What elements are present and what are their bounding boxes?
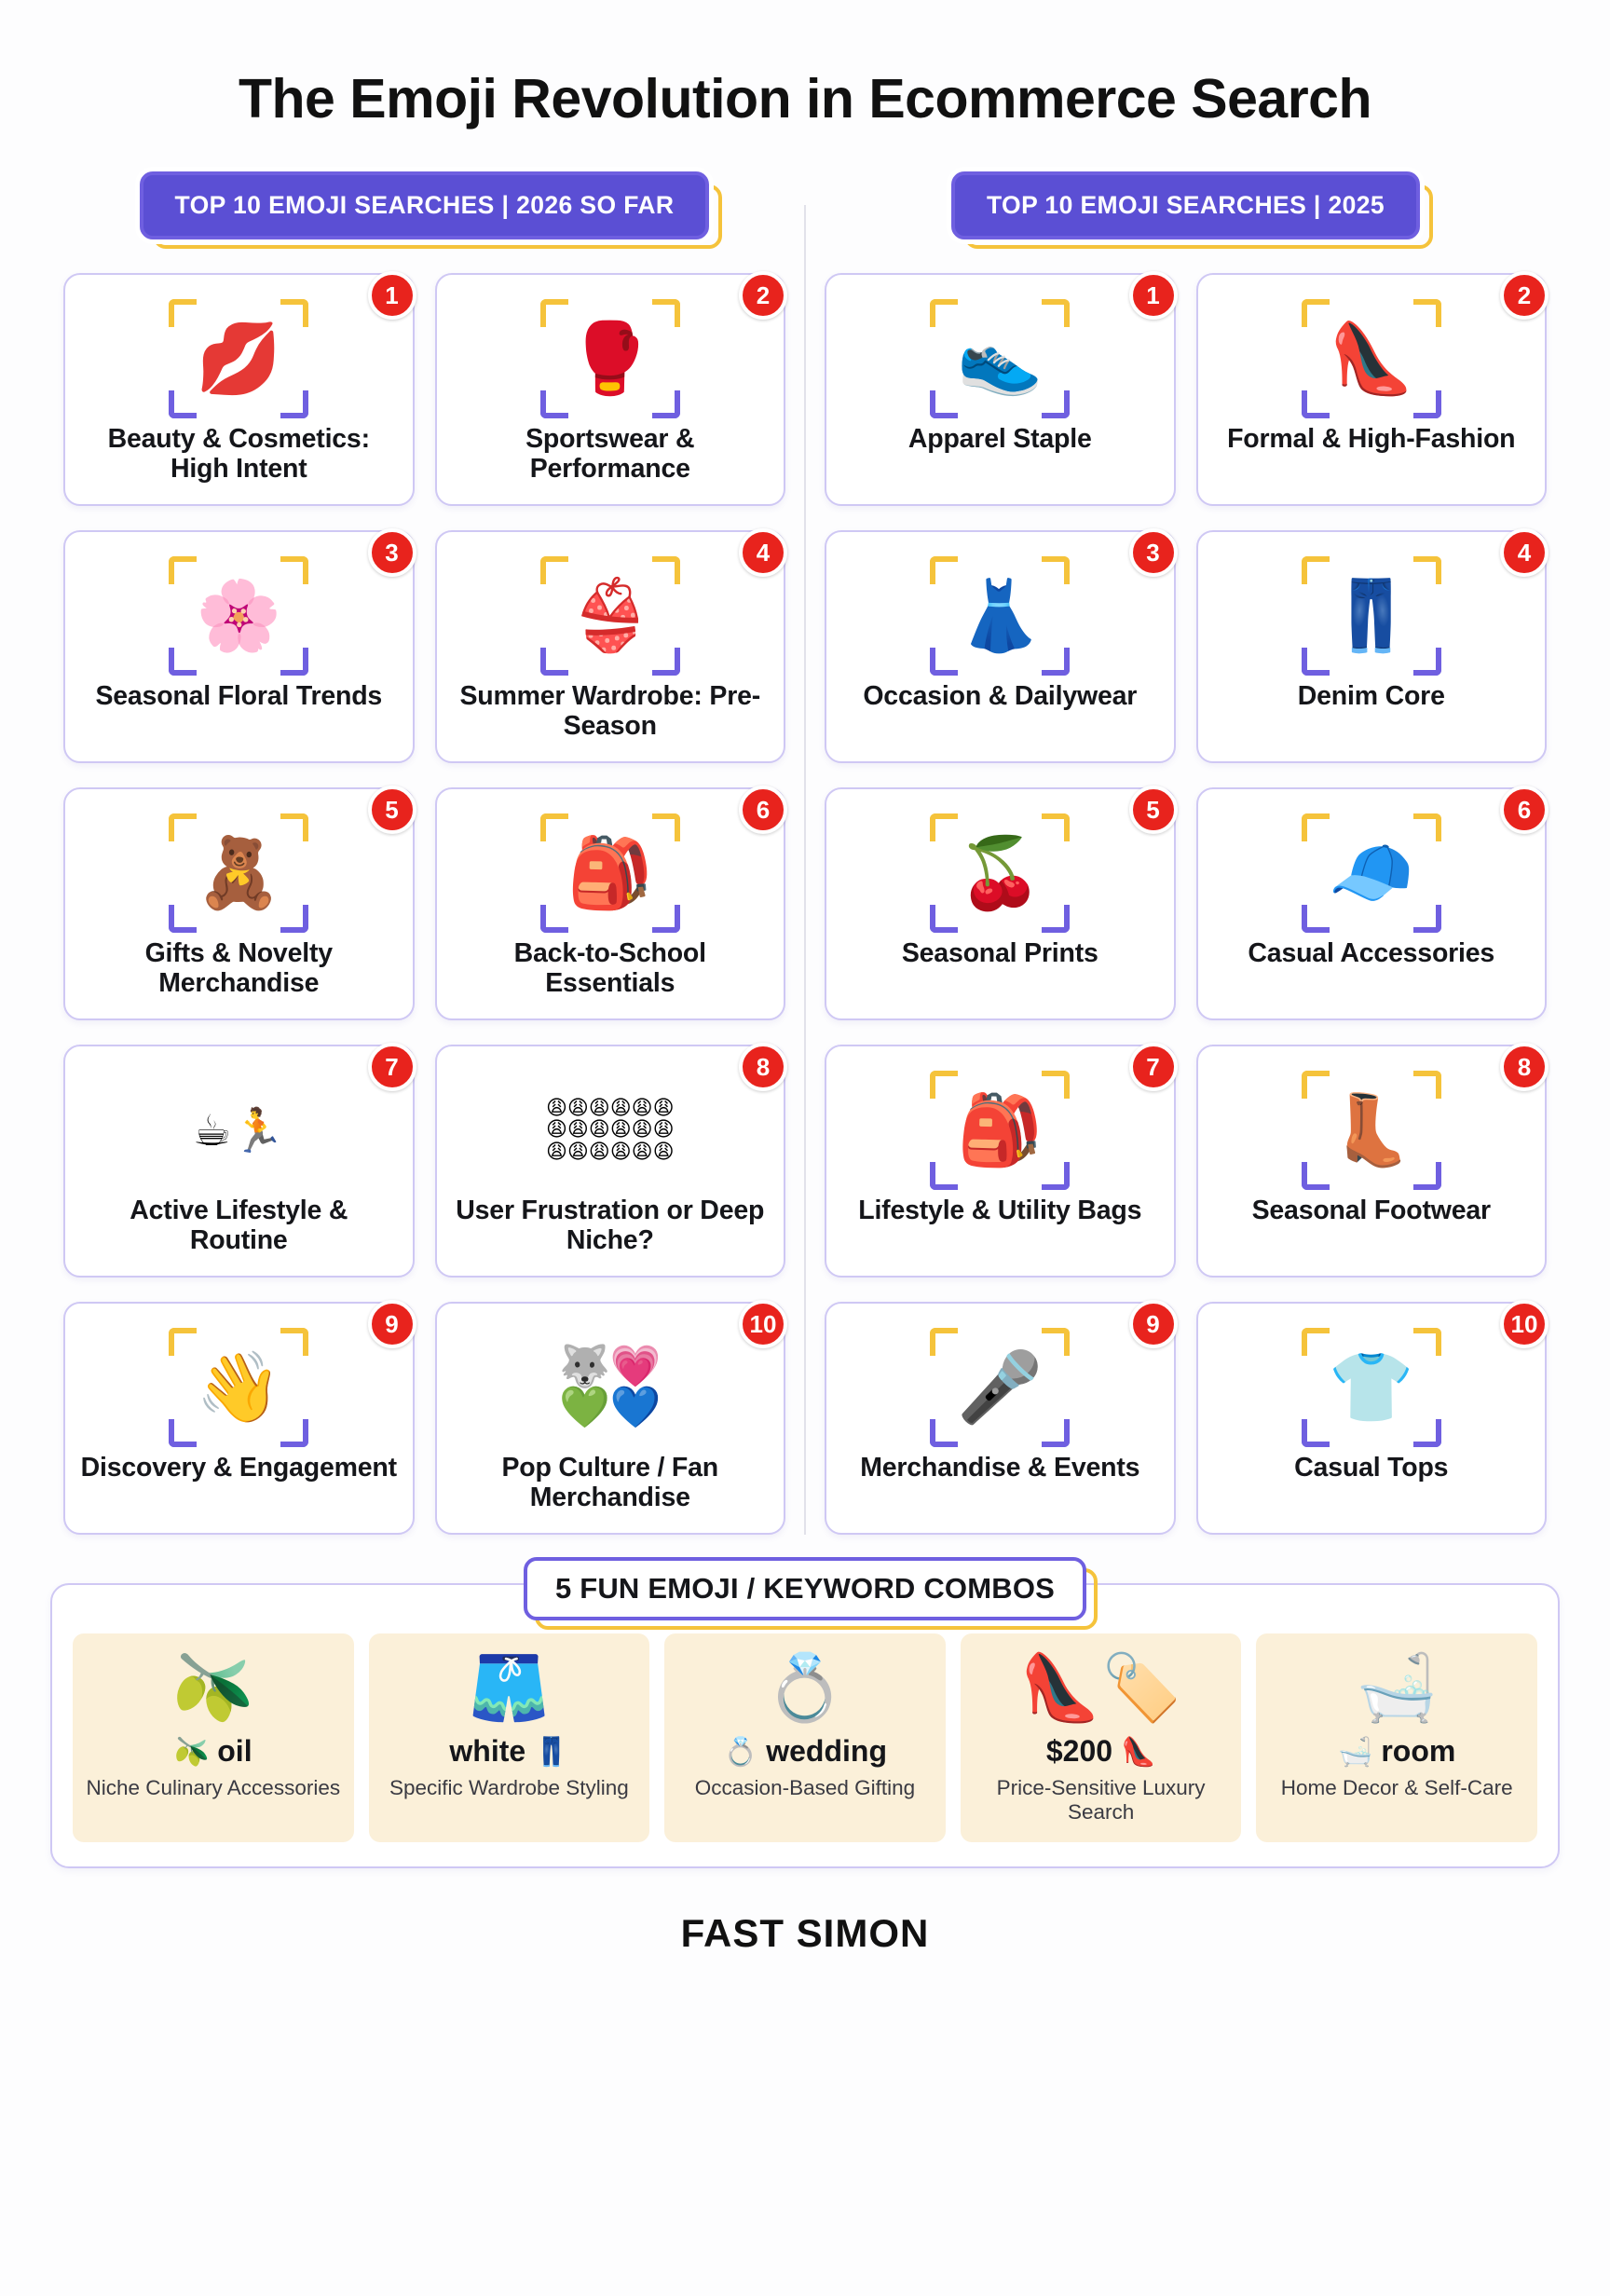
- rank-badge: 6: [1500, 786, 1549, 834]
- bracket-top-left: [540, 299, 568, 327]
- combo-keyword: room: [1381, 1733, 1456, 1768]
- bracket-bottom-right: [1042, 648, 1070, 676]
- emoji-frame: [930, 299, 1070, 418]
- card-label: Seasonal Footwear: [1251, 1196, 1491, 1225]
- emoji-frame: [930, 1328, 1070, 1447]
- emoji-frame: [540, 299, 680, 418]
- emoji-frame: [540, 1328, 680, 1447]
- bracket-bottom-left: [1302, 1162, 1330, 1190]
- rank-badge: 10: [739, 1300, 787, 1348]
- bracket-bottom-right: [1413, 1162, 1441, 1190]
- bikini-emoji: 👙: [566, 576, 653, 656]
- rank-badge: 5: [1129, 786, 1178, 834]
- bracket-top-right: [1042, 1071, 1070, 1099]
- emoji-frame: [930, 1071, 1070, 1190]
- card-label: Discovery & Engagement: [80, 1453, 397, 1483]
- bracket-bottom-right: [652, 390, 680, 418]
- tshirt-emoji: 👕: [1328, 1347, 1414, 1428]
- bracket-bottom-right: [280, 648, 308, 676]
- rank-badge: 7: [368, 1043, 416, 1091]
- bracket-top-right: [1413, 1328, 1441, 1356]
- rank-badge: 8: [739, 1043, 787, 1091]
- ring-inline-emoji: 💍: [722, 1735, 758, 1769]
- cherry-blossom-emoji: 🌸: [196, 576, 282, 656]
- shorts-emoji: 🩳: [468, 1649, 550, 1726]
- olive-inline-emoji: 🫒: [174, 1735, 210, 1769]
- bracket-top-left: [540, 556, 568, 584]
- combos-banner-wrap: [52, 1557, 1558, 1620]
- combo-term: [970, 1734, 1233, 1769]
- bracket-bottom-right: [280, 390, 308, 418]
- bracket-bottom-left: [540, 648, 568, 676]
- card-label: Summer Wardrobe: Pre-Season: [459, 681, 761, 742]
- card-label: Seasonal Prints: [901, 938, 1098, 968]
- emoji-frame: [169, 299, 308, 418]
- combo-description: Niche Culinary Accessories: [86, 1775, 341, 1799]
- bracket-top-left: [169, 299, 197, 327]
- card-2026-10[interactable]: [435, 1302, 786, 1535]
- weary-face-emoji-grid: 😩😩😩😩😩😩😩😩😩😩😩😩😩😩😩😩😩😩: [545, 1097, 675, 1164]
- card-2026-1[interactable]: [63, 273, 415, 506]
- card-2025-1[interactable]: [825, 273, 1176, 506]
- heel-price-tag-emoji: 👠🏷️: [1019, 1649, 1182, 1726]
- bracket-bottom-right: [652, 905, 680, 933]
- banner-2025-label: TOP 10 EMOJI SEARCHES | 2025: [951, 171, 1420, 239]
- ring-emoji: 💍: [764, 1649, 846, 1726]
- card-2025-5[interactable]: [825, 787, 1176, 1020]
- bracket-bottom-right: [280, 1419, 308, 1447]
- card-label: Casual Accessories: [1248, 938, 1495, 968]
- combos-row: [73, 1633, 1537, 1842]
- card-label: Beauty & Cosmetics: High Intent: [107, 424, 370, 485]
- card-label: Pop Culture / Fan Merchandise: [501, 1453, 719, 1513]
- bracket-top-left: [1302, 1071, 1330, 1099]
- card-label: Formal & High-Fashion: [1227, 424, 1516, 454]
- rank-badge: 2: [1500, 271, 1549, 320]
- card-label: Gifts & Novelty Merchandise: [144, 938, 333, 999]
- bracket-top-left: [1302, 813, 1330, 841]
- combo-item-4[interactable]: [961, 1633, 1242, 1842]
- combos-banner-label: 5 FUN EMOJI / KEYWORD COMBOS: [524, 1557, 1086, 1620]
- columns-container: [50, 171, 1560, 1535]
- column-2026: [50, 171, 798, 1535]
- bracket-bottom-left: [540, 905, 568, 933]
- bracket-bottom-right: [652, 648, 680, 676]
- combo-item-2[interactable]: [369, 1633, 650, 1842]
- column-2025: [812, 171, 1560, 1535]
- emoji-frame: [1302, 1071, 1441, 1190]
- emoji-frame: [540, 1071, 680, 1190]
- rank-badge: 6: [739, 786, 787, 834]
- bracket-top-left: [930, 1328, 958, 1356]
- bracket-top-right: [280, 813, 308, 841]
- jeans-emoji: 👖: [1328, 576, 1414, 656]
- card-2026-8[interactable]: [435, 1045, 786, 1278]
- card-label: Merchandise & Events: [860, 1453, 1140, 1483]
- combo-keyword: wedding: [766, 1733, 887, 1768]
- kiss-mark-emoji: 💋: [196, 319, 282, 399]
- wolf-hearts-emoji: 🐺💗💚💙: [558, 1343, 662, 1431]
- emoji-frame: [169, 1328, 308, 1447]
- rank-badge: 9: [1129, 1300, 1178, 1348]
- bracket-bottom-left: [169, 648, 197, 676]
- bracket-bottom-left: [930, 648, 958, 676]
- combo-item-1[interactable]: [73, 1633, 354, 1842]
- card-label: Denim Core: [1297, 681, 1445, 711]
- bracket-top-right: [1042, 813, 1070, 841]
- banner-2025-wrap: [825, 171, 1547, 239]
- bracket-bottom-left: [169, 390, 197, 418]
- bracket-bottom-left: [930, 905, 958, 933]
- bracket-bottom-left: [930, 390, 958, 418]
- bracket-top-left: [930, 813, 958, 841]
- card-2026-3[interactable]: [63, 530, 415, 763]
- combo-term: [674, 1734, 936, 1769]
- card-2025-4[interactable]: [1196, 530, 1548, 763]
- combo-description: Price-Sensitive Luxury Search: [996, 1775, 1206, 1824]
- bracket-top-left: [1302, 299, 1330, 327]
- card-2026-6[interactable]: [435, 787, 786, 1020]
- cherries-emoji: 🍒: [957, 833, 1044, 913]
- bathtub-inline-emoji: 🛁: [1338, 1735, 1373, 1769]
- card-label: Apparel Staple: [907, 424, 1092, 454]
- bracket-top-right: [280, 299, 308, 327]
- combo-item-5[interactable]: [1256, 1633, 1537, 1842]
- combo-description: Home Decor & Self-Care: [1280, 1775, 1513, 1799]
- card-2025-6[interactable]: [1196, 787, 1548, 1020]
- card-label: Casual Tops: [1294, 1453, 1449, 1483]
- bracket-bottom-right: [1042, 390, 1070, 418]
- card-2025-10[interactable]: [1196, 1302, 1548, 1535]
- bracket-bottom-right: [1413, 648, 1441, 676]
- bracket-bottom-left: [1302, 905, 1330, 933]
- card-2026-2[interactable]: [435, 273, 786, 506]
- bracket-top-left: [169, 813, 197, 841]
- bracket-bottom-left: [1302, 390, 1330, 418]
- bracket-top-right: [1413, 1071, 1441, 1099]
- bracket-top-left: [930, 1071, 958, 1099]
- bracket-bottom-right: [280, 905, 308, 933]
- emoji-frame: [930, 813, 1070, 933]
- card-label: User Frustration or Deep Niche?: [456, 1196, 765, 1256]
- rank-badge: 1: [1129, 271, 1178, 320]
- page-title: The Emoji Revolution in Ecommerce Search: [238, 68, 1372, 130]
- grid-2026: [63, 273, 785, 1535]
- bracket-bottom-left: [169, 905, 197, 933]
- combo-term: [82, 1734, 345, 1769]
- card-2026-4[interactable]: [435, 530, 786, 763]
- combo-term: [1265, 1734, 1528, 1769]
- bracket-top-right: [280, 1328, 308, 1356]
- bracket-top-left: [1302, 556, 1330, 584]
- card-2026-9[interactable]: [63, 1302, 415, 1535]
- bracket-bottom-left: [169, 1419, 197, 1447]
- bracket-top-right: [1413, 299, 1441, 327]
- combo-description: Specific Wardrobe Styling: [389, 1775, 629, 1799]
- olive-emoji: 🫒: [172, 1649, 254, 1726]
- banner-2026-label: TOP 10 EMOJI SEARCHES | 2026 SO FAR: [140, 171, 710, 239]
- bracket-top-left: [930, 299, 958, 327]
- emoji-frame: [169, 556, 308, 676]
- rank-badge: 4: [739, 528, 787, 577]
- bracket-top-right: [1413, 813, 1441, 841]
- rank-badge: 5: [368, 786, 416, 834]
- boot-emoji: 👢: [1328, 1090, 1414, 1170]
- emoji-frame: [169, 1071, 308, 1190]
- card-label: Occasion & Dailywear: [863, 681, 1138, 711]
- rank-badge: 3: [1129, 528, 1178, 577]
- bracket-bottom-left: [1302, 1419, 1330, 1447]
- dress-emoji: 👗: [957, 576, 1044, 656]
- rank-badge: 7: [1129, 1043, 1178, 1091]
- emoji-frame: [1302, 299, 1441, 418]
- bracket-bottom-right: [1413, 1419, 1441, 1447]
- backpack-emoji: 🎒: [957, 1090, 1044, 1170]
- emoji-frame: [1302, 813, 1441, 933]
- waving-hand-emoji: 👋: [196, 1347, 282, 1428]
- microphone-emoji: 🎤: [957, 1347, 1044, 1428]
- bracket-top-right: [1042, 556, 1070, 584]
- jeans-inline-emoji: 👖: [534, 1735, 569, 1769]
- rank-badge: 10: [1500, 1300, 1549, 1348]
- column-divider: [804, 205, 806, 1535]
- bracket-top-right: [1042, 299, 1070, 327]
- bracket-bottom-right: [1413, 390, 1441, 418]
- brand-name-part1: FAST: [680, 1910, 785, 1955]
- rank-badge: 8: [1500, 1043, 1549, 1091]
- card-2025-9[interactable]: [825, 1302, 1176, 1535]
- combo-item-3[interactable]: [664, 1633, 946, 1842]
- banner-2026-wrap: [63, 171, 785, 239]
- card-label: Lifestyle & Utility Bags: [858, 1196, 1142, 1225]
- rank-badge: 1: [368, 271, 416, 320]
- combo-keyword: white: [449, 1733, 526, 1768]
- card-2025-2[interactable]: [1196, 273, 1548, 506]
- card-2025-7[interactable]: [825, 1045, 1176, 1278]
- card-2025-3[interactable]: [825, 530, 1176, 763]
- teddy-bear-emoji: 🧸: [196, 833, 282, 913]
- high-heel-inline-emoji: 👠: [1120, 1735, 1156, 1769]
- card-label: Sportswear & Performance: [525, 424, 695, 485]
- combo-keyword: $200: [1045, 1733, 1113, 1768]
- bracket-bottom-right: [1413, 905, 1441, 933]
- bracket-bottom-right: [1042, 1162, 1070, 1190]
- card-label: Active Lifestyle & Routine: [130, 1196, 348, 1256]
- bracket-top-right: [280, 556, 308, 584]
- card-2026-5[interactable]: [63, 787, 415, 1020]
- emoji-frame: [1302, 556, 1441, 676]
- bracket-bottom-right: [1042, 905, 1070, 933]
- rank-badge: 3: [368, 528, 416, 577]
- grid-2025: [825, 273, 1547, 1535]
- running-shoe-emoji: 👟: [957, 319, 1044, 399]
- bracket-top-left: [540, 813, 568, 841]
- card-2026-7[interactable]: [63, 1045, 415, 1278]
- emoji-frame: [930, 556, 1070, 676]
- bracket-bottom-left: [1302, 648, 1330, 676]
- card-label: Back-to-School Essentials: [513, 938, 706, 999]
- backpack-emoji: 🎒: [566, 833, 653, 913]
- bracket-top-left: [1302, 1328, 1330, 1356]
- brand-logo: [50, 1911, 1560, 1956]
- boxing-glove-emoji: 🥊: [566, 319, 653, 399]
- brand-name-part2: SIMON: [796, 1910, 930, 1955]
- emoji-frame: [540, 556, 680, 676]
- emoji-frame: [169, 813, 308, 933]
- bracket-top-right: [1413, 556, 1441, 584]
- coffee-runner-emoji: ☕🏃: [192, 1105, 285, 1155]
- bracket-bottom-left: [930, 1162, 958, 1190]
- bracket-top-right: [1042, 1328, 1070, 1356]
- rank-badge: 2: [739, 271, 787, 320]
- bracket-top-left: [169, 1328, 197, 1356]
- bathtub-emoji: 🛁: [1356, 1649, 1438, 1726]
- bracket-top-right: [652, 813, 680, 841]
- card-2025-8[interactable]: [1196, 1045, 1548, 1278]
- bracket-top-right: [652, 299, 680, 327]
- combos-panel: [50, 1572, 1560, 1868]
- rank-badge: 4: [1500, 528, 1549, 577]
- bracket-bottom-left: [930, 1419, 958, 1447]
- combo-term: [378, 1734, 641, 1769]
- bracket-bottom-right: [1042, 1419, 1070, 1447]
- high-heel-emoji: 👠: [1328, 319, 1414, 399]
- banner-2026: [140, 171, 710, 239]
- bracket-top-left: [169, 556, 197, 584]
- combo-keyword: oil: [217, 1733, 252, 1768]
- emoji-frame: [540, 813, 680, 933]
- bracket-bottom-left: [540, 390, 568, 418]
- bracket-top-right: [652, 556, 680, 584]
- emoji-frame: [1302, 1328, 1441, 1447]
- bracket-top-left: [930, 556, 958, 584]
- billed-cap-emoji: 🧢: [1328, 833, 1414, 913]
- rank-badge: 9: [368, 1300, 416, 1348]
- card-label: Seasonal Floral Trends: [95, 681, 383, 711]
- combos-banner: [524, 1557, 1086, 1620]
- banner-2025: [951, 171, 1420, 239]
- combo-description: Occasion-Based Gifting: [694, 1775, 916, 1799]
